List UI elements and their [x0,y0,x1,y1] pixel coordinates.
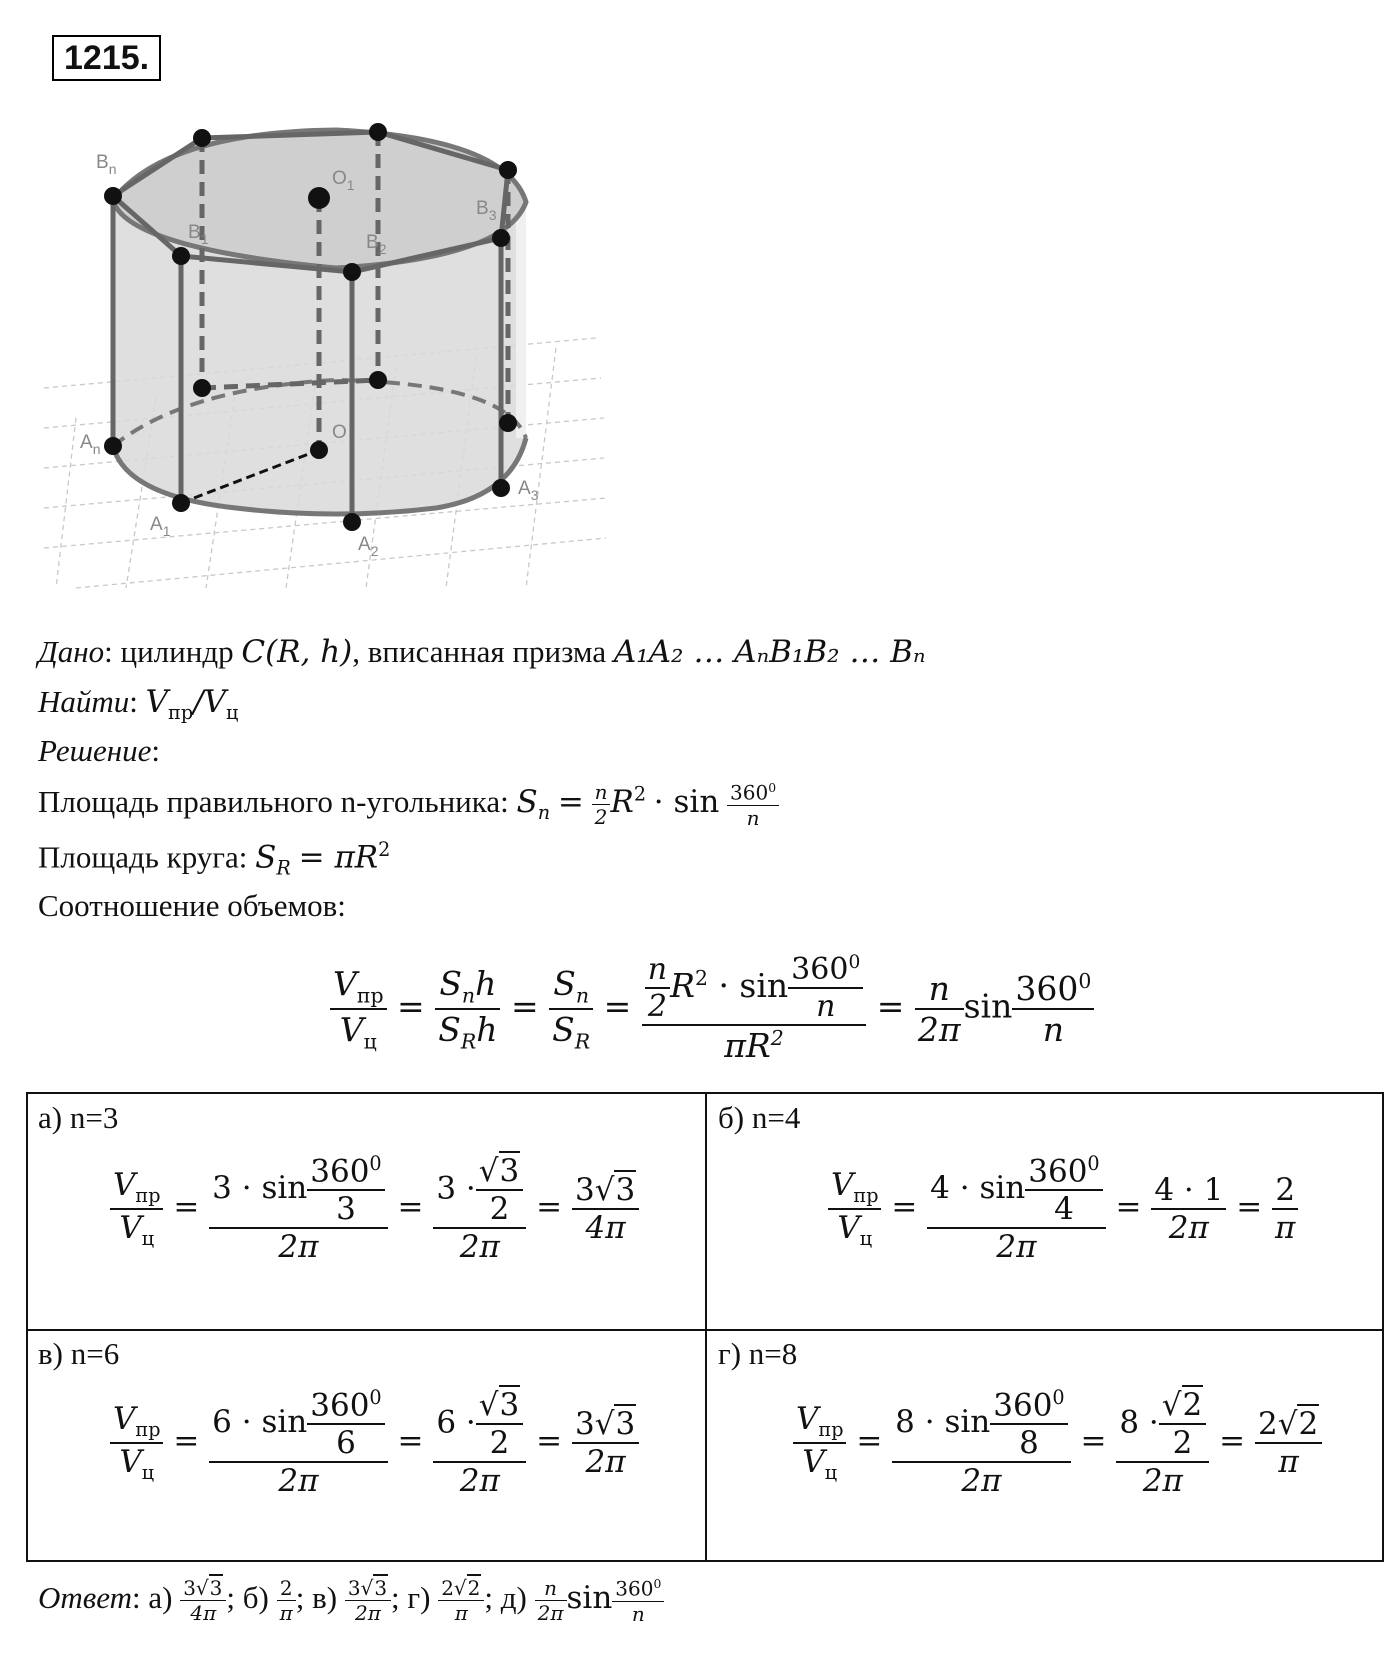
label-An: $A_n$ [80,432,101,457]
cell-g-label: г) n=8 [718,1336,798,1371]
label-B3: $B_3$ [476,198,497,223]
label-B2: $B_2$ [366,232,387,257]
find-line: Найти: $V_{пр}/V_ц$ [38,684,239,725]
label-Bn: $B_n$ [96,152,117,177]
cell-b-label: б) n=4 [718,1100,801,1135]
cell-g-formula: $\frac{V_{пр}}{V_ц}$ = 8 · sin $\frac{360^0}{8}$ 2π = 8 · $\frac{√2}{2}$ 2π = $\frac{2√2}{\pi}$ [793,1386,1322,1499]
given-line: Дано: цилиндр C(R, h), вписанная призма A₁A₂ … AₙB₁B₂ … Bₙ [38,634,926,670]
label-A2: $A_2$ [358,534,379,559]
polygon-area-line: Площадь правильного n-угольника: $S_n$ = $\frac{n}{2}$ $R^2 \cdot \sin$ $\frac{360^0}{n}$ [38,780,779,830]
problem-number: 1215. [52,35,161,81]
label-A3: $A_3$ [518,478,539,503]
answer-line: Ответ: а) $\frac{3√3}{4\pi}$ ; б) $\frac{2}{\pi}$ ; в) $\frac{3√3}{2\pi}$ ; г) $\frac{2√2}{\pi}$ ; д) $\frac{n}{2\pi}$ sin $\frac{360^0}{n}$ [38,1576,664,1626]
label-O1: $O_1$ [332,168,355,193]
label-B1: $B_1$ [188,222,209,247]
circle-area-line: Площадь круга: $S_R = \pi R^2$ [38,838,391,880]
label-O: O [332,422,347,443]
cell-a-label: а) n=3 [38,1100,119,1135]
main-ratio-formula: $\frac{V_{пр}}{V_ц}$ = $\frac{S_nh}{S_Rh}$ = $\frac{S_n}{S_R}$ = $\frac{n}{2}$ $R^2 \cdot \sin$ $\frac{360^0}{n}$ $\pi R^2$ = $\frac{n}{2\pi}$ sin $\frac{360^0}{n}$ [330,952,1094,1065]
label-A1: $A_1$ [150,514,171,539]
cell-a-formula: $\frac{V_{пр}}{V_ц}$ = 3 · sin $\frac{360^0}{3}$ 2π = 3 · $\frac{√3}{2}$ 2π = $\frac{3√3}{4\pi}$ [110,1152,639,1265]
solution-label: Решение: [38,733,160,768]
cell-b-formula: $\frac{V_{пр}}{V_ц}$ = 4 · sin $\frac{360^0}{4}$ 2π = $\frac{4 \cdot 1}{2\pi}$ = $\frac{2}{\pi}$ [828,1152,1298,1265]
ratio-text: Соотношение объемов: [38,888,346,923]
cases-table [26,1092,1384,1562]
cylinder-prism-figure [36,118,616,594]
cell-v-formula: $\frac{V_{пр}}{V_ц}$ = 6 · sin $\frac{360^0}{6}$ 2π = 6 · $\frac{√3}{2}$ 2π = $\frac{3√3}{2\pi}$ [110,1386,639,1499]
cell-v-label: в) n=6 [38,1336,120,1371]
